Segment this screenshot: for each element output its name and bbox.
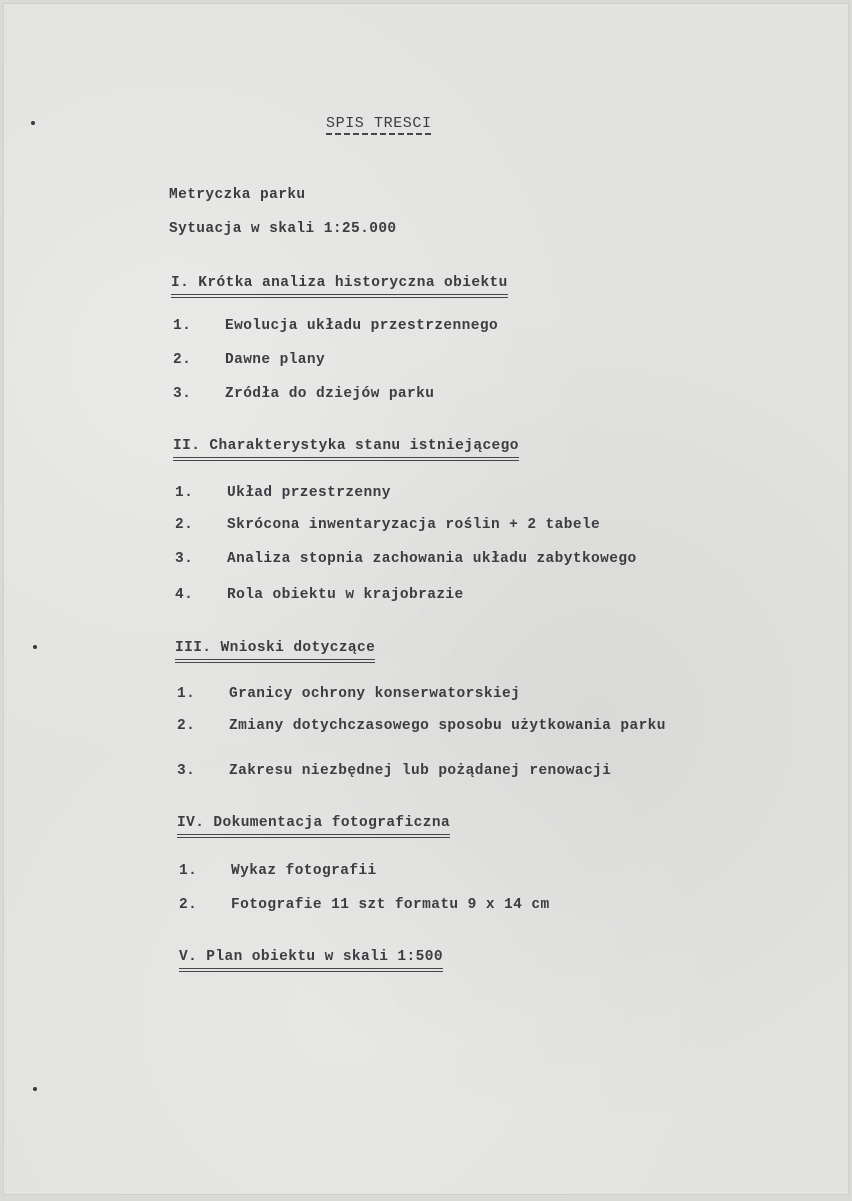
list-item bbox=[177, 686, 521, 702]
section-heading-1-text: I. Krótka analiza historyczna obiektu bbox=[171, 275, 508, 298]
list-item bbox=[179, 863, 377, 879]
list-item bbox=[175, 485, 391, 501]
page-title-text: SPIS TRESCI bbox=[326, 115, 432, 135]
section-heading-5 bbox=[179, 949, 443, 972]
item-number: 2. bbox=[179, 897, 198, 913]
list-item bbox=[175, 587, 464, 603]
section-heading-3 bbox=[175, 640, 375, 663]
punch-mark-top bbox=[31, 121, 35, 125]
item-text: Skrócona inwentaryzacja roślin + 2 tabele bbox=[227, 517, 601, 533]
item-number: 2. bbox=[175, 517, 194, 533]
item-text: Wykaz fotografii bbox=[231, 863, 377, 879]
section-heading-4 bbox=[177, 815, 450, 838]
item-number: 2. bbox=[173, 352, 192, 368]
item-text: Dawne plany bbox=[225, 352, 326, 368]
list-item bbox=[173, 386, 435, 402]
section-heading-3-text: III. Wnioski dotyczące bbox=[175, 640, 375, 663]
item-text: Zródła do dziejów parku bbox=[225, 386, 435, 402]
section-heading-2 bbox=[173, 438, 519, 461]
list-item bbox=[173, 318, 499, 334]
section-heading-4-text: IV. Dokumentacja fotograficzna bbox=[177, 815, 450, 838]
item-text: Ewolucja układu przestrzennego bbox=[225, 318, 499, 334]
item-number: 3. bbox=[173, 386, 192, 402]
list-item bbox=[175, 517, 601, 533]
item-number: 1. bbox=[173, 318, 192, 334]
item-text: Zmiany dotychczasowego sposobu użytkowania parku bbox=[229, 718, 666, 734]
item-number: 1. bbox=[177, 686, 196, 702]
item-number: 1. bbox=[175, 485, 194, 501]
item-text: Układ przestrzenny bbox=[227, 485, 391, 501]
item-text: Fotografie 11 szt formatu 9 x 14 cm bbox=[231, 897, 550, 913]
list-item bbox=[177, 718, 666, 734]
section-heading-2-text: II. Charakterystyka stanu istniejącego bbox=[173, 438, 519, 461]
list-item bbox=[173, 352, 326, 368]
punch-mark-bottom bbox=[33, 1087, 37, 1091]
item-text: Analiza stopnia zachowania układu zabytkowego bbox=[227, 551, 637, 567]
item-text: Rola obiektu w krajobrazie bbox=[227, 587, 464, 603]
page-title bbox=[326, 115, 432, 135]
item-number: 1. bbox=[179, 863, 198, 879]
intro-line-metryczka: Metryczka parku bbox=[169, 187, 306, 203]
list-item bbox=[175, 551, 637, 567]
document-page bbox=[3, 3, 849, 1195]
section-heading-5-text: V. Plan obiektu w skali 1:500 bbox=[179, 949, 443, 972]
item-number: 4. bbox=[175, 587, 194, 603]
item-number: 2. bbox=[177, 718, 196, 734]
section-heading-1 bbox=[171, 275, 508, 298]
list-item bbox=[177, 763, 612, 779]
item-text: Zakresu niezbędnej lub pożądanej renowacji bbox=[229, 763, 612, 779]
item-number: 3. bbox=[175, 551, 194, 567]
item-text: Granicy ochrony konserwatorskiej bbox=[229, 686, 521, 702]
item-number: 3. bbox=[177, 763, 196, 779]
list-item bbox=[179, 897, 550, 913]
punch-mark-middle bbox=[33, 645, 37, 649]
intro-line-sytuacja: Sytuacja w skali 1:25.000 bbox=[169, 221, 397, 237]
